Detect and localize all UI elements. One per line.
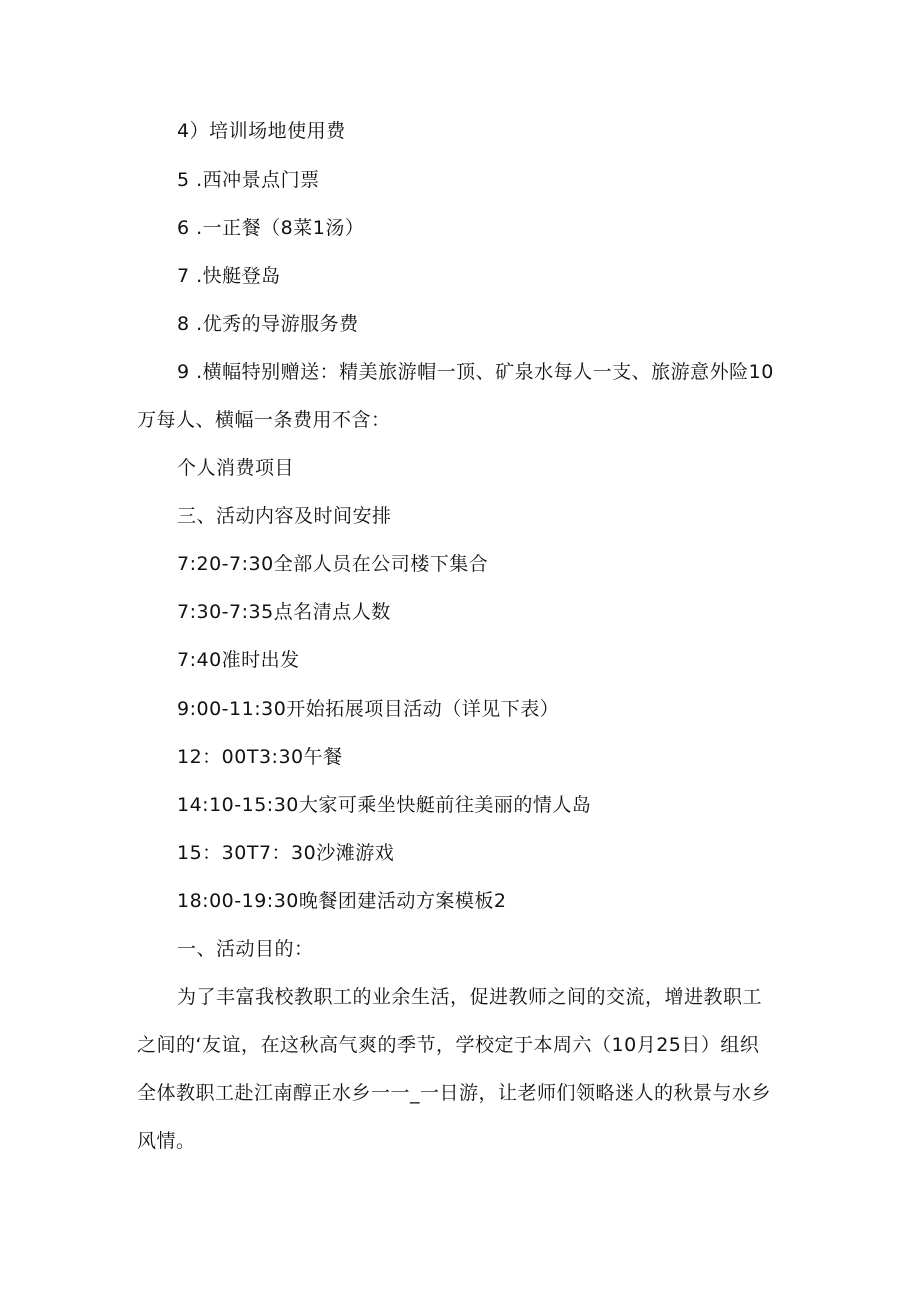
text-line: 7 .快艇登岛 bbox=[177, 265, 281, 287]
text-line: 万每人、横幅一条费用不含： bbox=[137, 409, 391, 431]
schedule-item: 7:40准时出发 bbox=[177, 649, 300, 671]
paragraph-line: 全体教职工赴江南醇正水乡一一_一日游，让老师们领略迷人的秋景与水乡 bbox=[137, 1082, 772, 1104]
text-line: 4）培训场地使用费 bbox=[177, 120, 346, 142]
text-line: 个人消费项目 bbox=[177, 457, 295, 479]
paragraph-line: 风情。 bbox=[137, 1130, 196, 1152]
schedule-item: 15：30T7：30沙滩游戏 bbox=[177, 842, 395, 864]
paragraph-line: 之间的‘友谊，在这秋高气爽的季节，学校定于本周六（10月25日）组织 bbox=[137, 1034, 760, 1056]
schedule-item: 9:00-11:30开始拓展项目活动（详见下表） bbox=[177, 698, 560, 720]
schedule-item: 7:20-7:30全部人员在公司楼下集合 bbox=[177, 553, 489, 575]
text-line: 6 .一正餐（8菜1汤） bbox=[177, 217, 365, 239]
schedule-item: 12：00T3:30午餐 bbox=[177, 746, 343, 768]
text-line: 8 .优秀的导游服务费 bbox=[177, 313, 359, 335]
paragraph-line: 为了丰富我校教职工的业余生活，促进教师之间的交流，增进教职工 bbox=[177, 986, 763, 1008]
section-heading: 三、活动内容及时间安排 bbox=[177, 505, 392, 527]
schedule-item: 18:00-19:30晚餐团建活动方案模板2 bbox=[177, 890, 507, 912]
text-line: 9 .横幅特别赠送：精美旅游帽一顶、矿泉水每人一支、旅游意外险10 bbox=[177, 361, 774, 383]
schedule-item: 7:30-7:35点名清点人数 bbox=[177, 601, 391, 623]
text-line: 5 .西冲景点门票 bbox=[177, 169, 320, 191]
schedule-item: 14:10-15:30大家可乘坐快艇前往美丽的情人岛 bbox=[177, 794, 592, 816]
section-heading: 一、活动目的： bbox=[177, 938, 314, 960]
